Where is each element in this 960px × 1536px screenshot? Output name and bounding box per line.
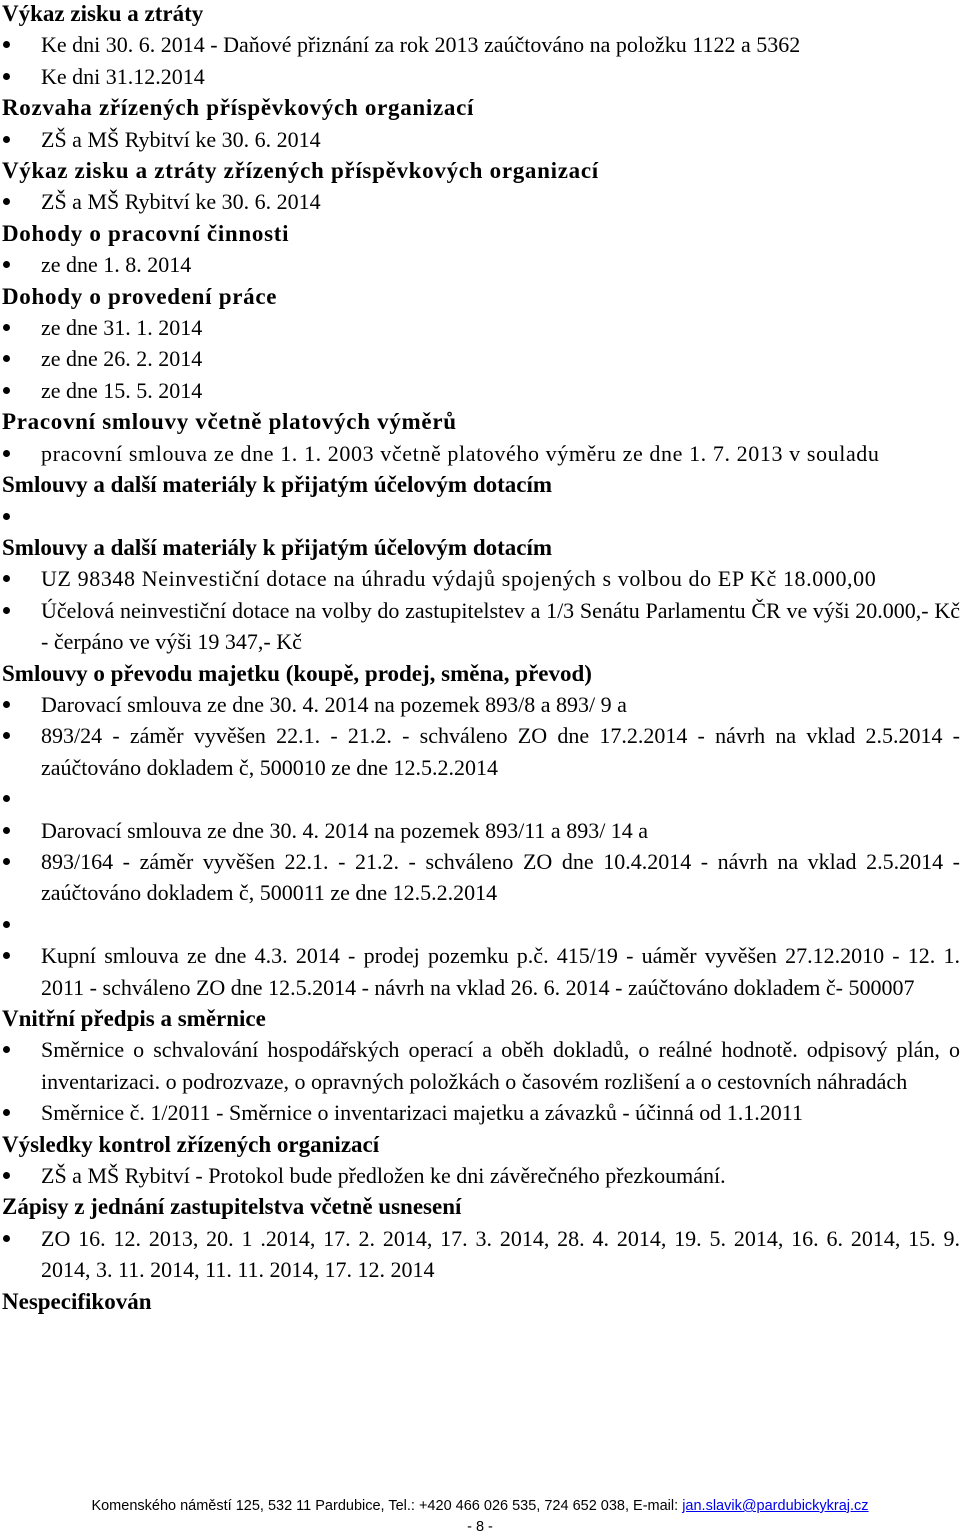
bullet-icon bbox=[3, 324, 10, 331]
page-footer bbox=[0, 1496, 960, 1516]
section-heading: Výsledky kontrol zřízených organizací bbox=[2, 1131, 380, 1157]
list-item-text: 893/164 - záměr vyvěšen 22.1. - 21.2. - schváleno ZO dne 10.4.2014 - návrh na vklad 2.5.2014 - zaúčtováno dokladem č, 500011 ze dne 12.5.2.2014 bbox=[41, 848, 960, 906]
bullet-icon bbox=[3, 607, 10, 614]
list-item bbox=[2, 124, 960, 155]
list-item-text: Ke dni 31.12.2014 bbox=[41, 63, 205, 89]
list-item bbox=[2, 312, 960, 343]
section-heading: Nespecifikován bbox=[2, 1288, 152, 1314]
list-item bbox=[2, 501, 960, 532]
list-item bbox=[2, 1160, 960, 1191]
list-item bbox=[2, 343, 960, 374]
list-item-text: ZŠ a MŠ Rybitví ke 30. 6. 2014 bbox=[41, 126, 321, 152]
list-item bbox=[2, 186, 960, 217]
bullet-icon bbox=[3, 701, 10, 708]
section-heading: Výkaz zisku a ztráty zřízených příspěvkových organizací bbox=[2, 158, 599, 184]
bullet-icon bbox=[3, 513, 10, 520]
page-number: - 8 - bbox=[467, 1519, 493, 1535]
section-heading: Smlouvy a další materiály k přijatým účelovým dotacím bbox=[2, 534, 553, 560]
footer-email-link[interactable]: jan.slavik@pardubickykraj.cz bbox=[682, 1498, 869, 1514]
list-item bbox=[2, 61, 960, 92]
bullet-icon bbox=[3, 575, 10, 582]
section-heading: Zápisy z jednání zastupitelstva včetně usnesení bbox=[2, 1194, 462, 1220]
list-item bbox=[2, 1034, 960, 1097]
list-item-text: pracovní smlouva ze dne 1. 1. 2003 včetně platového výměru ze dne 1. 7. 2013 v souladu bbox=[41, 440, 880, 466]
list-item-text: ZO 16. 12. 2013, 20. 1 .2014, 17. 2. 2014, 17. 3. 2014, 28. 4. 2014, 19. 5. 2014, 16. 6. 2014, 15. 9. 2014, 3. 11. 2014, 11. 11. 2014, 17. 12. 2014 bbox=[41, 1225, 960, 1283]
bullet-icon bbox=[3, 827, 10, 834]
list-item bbox=[2, 595, 960, 658]
list-item-text: ze dne 1. 8. 2014 bbox=[41, 252, 192, 278]
list-item-text: UZ 98348 Neinvestiční dotace na úhradu výdajů spojených s volbou do EP Kč 18.000,00 bbox=[41, 566, 877, 592]
bullet-icon bbox=[3, 1235, 10, 1242]
list-item bbox=[2, 563, 960, 594]
section-heading: Pracovní smlouvy včetně platových výměrů bbox=[2, 409, 457, 435]
list-item bbox=[2, 1223, 960, 1286]
list-item-text: Ke dni 30. 6. 2014 - Daňové přiznání za rok 2013 zaúčtováno na položku 1122 a 5362 bbox=[41, 32, 801, 58]
section-heading: Smlouvy o převodu majetku (koupě, prodej, směna, převod) bbox=[2, 660, 592, 686]
document-body bbox=[2, 0, 960, 1317]
list-item bbox=[2, 846, 960, 909]
list-item-text: 893/24 - záměr vyvěšen 22.1. - 21.2. - schváleno ZO dne 17.2.2014 - návrh na vklad 2.5.2014 - zaúčtováno dokladem č, 500010 ze dne 12.5.2.2014 bbox=[41, 723, 960, 780]
bullet-icon bbox=[3, 858, 10, 865]
bullet-icon bbox=[3, 795, 10, 802]
section-heading: Výkaz zisku a ztráty bbox=[2, 1, 204, 26]
list-item bbox=[2, 783, 960, 814]
list-item bbox=[2, 29, 960, 60]
bullet-icon bbox=[3, 450, 10, 457]
list-item-text: Směrnice č. 1/2011 - Směrnice o inventarizaci majetku a závazků - účinná od 1.1.2011 bbox=[41, 1100, 803, 1126]
section-heading: Vnitřní předpis a směrnice bbox=[2, 1005, 266, 1031]
list-item bbox=[2, 940, 960, 1003]
bullet-icon bbox=[3, 355, 10, 362]
list-item-text: ZŠ a MŠ Rybitví - Protokol bude předložen ke dni závěrečného přezkoumání. bbox=[41, 1162, 726, 1188]
list-item bbox=[2, 815, 960, 846]
bullet-icon bbox=[3, 952, 10, 959]
bullet-icon bbox=[3, 387, 10, 394]
list-item bbox=[2, 1097, 960, 1128]
list-item-text: ze dne 31. 1. 2014 bbox=[41, 315, 203, 341]
list-item bbox=[2, 375, 960, 406]
bullet-icon bbox=[3, 1046, 10, 1053]
list-item bbox=[2, 438, 960, 469]
list-item-text: ZŠ a MŠ Rybitví ke 30. 6. 2014 bbox=[41, 189, 321, 215]
bullet-icon bbox=[3, 1172, 10, 1179]
bullet-icon bbox=[3, 136, 10, 143]
list-item-text: ze dne 15. 5. 2014 bbox=[41, 377, 203, 403]
section-heading: Rozvaha zřízených příspěvkových organizací bbox=[2, 95, 475, 121]
bullet-icon bbox=[3, 198, 10, 205]
list-item-text: Směrnice o schvalování hospodářských operací a oběh dokladů, o reálné hodnotě. odpisový plán, o inventarizaci. o podrozvaze, o opravných položkách o časovém rozlišení a o cestovních náhradách bbox=[41, 1037, 960, 1094]
bullet-icon bbox=[3, 921, 10, 928]
bullet-icon bbox=[3, 73, 10, 80]
bullet-icon bbox=[3, 732, 10, 739]
list-item-text: Kupní smlouva ze dne 4.3. 2014 - prodej pozemku p.č. 415/19 - uáměr vyvěšen 27.12.2010 - 12. 1. 2011 - schváleno ZO dne 12.5.2014 - návrh na vklad 26. 6. 2014 - zaúčtováno dokladem č- 500007 bbox=[41, 943, 960, 1000]
list-item bbox=[2, 689, 960, 720]
list-item-text: ze dne 26. 2. 2014 bbox=[41, 346, 203, 372]
list-item bbox=[2, 720, 960, 783]
list-item-text: Účelová neinvestiční dotace na volby do zastupitelstev a 1/3 Senátu Parlamentu ČR ve výši 20.000,- Kč - čerpáno ve výši 19 347,- Kč bbox=[41, 597, 960, 655]
bullet-icon bbox=[3, 41, 10, 48]
bullet-icon bbox=[3, 1109, 10, 1116]
list-item-text: Darovací smlouva ze dne 30. 4. 2014 na pozemek 893/11 a 893/ 14 a bbox=[41, 817, 649, 843]
footer-address: Komenského náměstí 125, 532 11 Pardubice, Tel.: +420 466 026 535, 724 652 038, E-mail: bbox=[91, 1498, 683, 1514]
section-heading: Dohody o pracovní činnosti bbox=[2, 220, 290, 246]
bullet-icon bbox=[3, 261, 10, 268]
section-heading: Dohody o provedení práce bbox=[2, 283, 278, 309]
list-item bbox=[2, 249, 960, 280]
list-item-text: Darovací smlouva ze dne 30. 4. 2014 na pozemek 893/8 a 893/ 9 a bbox=[41, 691, 627, 717]
list-item bbox=[2, 909, 960, 940]
section-heading: Smlouvy a další materiály k přijatým účelovým dotacím bbox=[2, 472, 553, 498]
